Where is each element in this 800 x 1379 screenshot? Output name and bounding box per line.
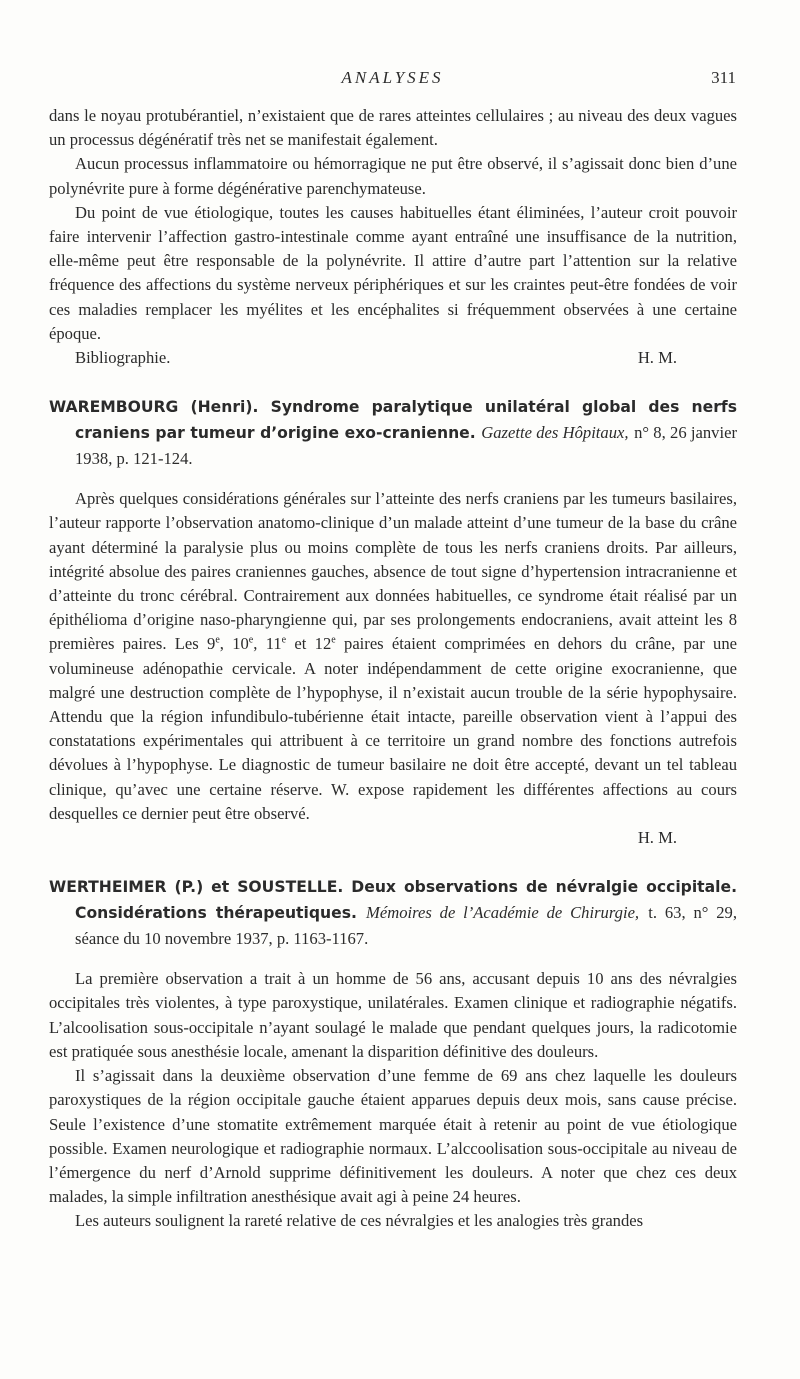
review1-signature: H. M. [637, 348, 677, 368]
review3-paragraph-3: Les auteurs soulignent la rareté relative de ces névralgies et les analogies très grandes [75, 1211, 644, 1231]
page-number: 311 [711, 68, 736, 87]
review2-journal: Gazette des Hôpitaux, [481, 423, 629, 443]
running-title: ANALYSES [341, 68, 444, 87]
review3-title: Deux observations de névralgie occipitale. Considérations thérapeutiques. [75, 878, 737, 923]
review3-author: WERTHEIMER (P.) et SOUSTELLE. [49, 878, 344, 897]
review1-paragraph-1: dans le noyau protubérantiel, n’existaient que de rares atteintes cellulaires ; au niveau des deux vagues un processus dégénératif très net se manifestait également. [49, 106, 737, 150]
running-head [49, 68, 736, 92]
review1-paragraph-2: Aucun processus inflammatoire ou hémorragique ne put être observé, il s’agissait donc bien d’une polynévrite pure à forme dégénérative parenchymateuse. [49, 154, 737, 198]
review3-citation: t. 63, n° 29, séance du 10 novembre 1937, p. 1163-1167. [75, 903, 737, 949]
review2-citation: n° 8, 26 janvier 1938, p. 121-124. [75, 423, 737, 469]
bibliography-label: Bibliographie. [75, 348, 171, 368]
review2-title: Syndrome paralytique unilatéral global des nerfs craniens par tumeur d’origine exo-cranienne. [75, 398, 737, 443]
review2-heading [49, 395, 737, 472]
page-body [49, 104, 737, 1234]
review3-journal: Mémoires de l’Académie de Chirurgie, [366, 903, 640, 923]
review3-paragraph-2: Il s’agissait dans la deuxième observation d’une femme de 69 ans chez laquelle les douleurs paroxystiques de la région occipitale gauche étaient apparues depuis deux mois, sans cause précise. Seule l’existence d’une stomatite extrêmement marquée était à retenir au point de vue étiologique possible. Examen neurologique et radiographie normaux. L’alccoolisation sous-occipitale au niveau de l’émergence du nerf d’Arnold supprime définitivement les douleurs. A noter que chez ces deux malades, la simple infiltration anesthésique avait agi à peine 24 heures. [49, 1066, 737, 1207]
review2-author: WAREMBOURG (Henri). [49, 398, 259, 417]
review1-paragraph-3: Du point de vue étiologique, toutes les causes habituelles étant éliminées, l’auteur croit pouvoir faire intervenir l’affection gastro-intestinale comme ayant entraîné une insuffisance de la nutrition, elle-même peut être responsable de la polynévrite. Il attire d’autre part l’attention sur la relative fréquence des affections du système nerveux périphériques et sur les craintes peut-être fondées de voir ces maladies remplacer les myélites et les encéphalites si fréquemment observées à une certaine époque. [49, 202, 737, 343]
review1-footer [49, 346, 737, 370]
review3-paragraph-1: La première observation a trait à un homme de 56 ans, accusant depuis 10 ans des névralgies occipitales très violentes, à type paroxystique, unilatérales. Examen clinique et radiographie négatifs. L’alcoolisation sous-occipitale n’ayant soulagé le malade que pendant quelques jours, la radicotomie est pratiquée sous anesthésie locale, amenant la disparition définitive des douleurs. [49, 969, 737, 1061]
review2-body: Après quelques considérations générales sur l’atteinte des nerfs craniens par les tumeurs basilaires, l’auteur rapporte l’observation anatomo-clinique d’un malade atteint d’une tumeur de la base du crâne ayant déterminé la paralysie plus ou moins complète de tous les nerfs craniens droits. Par ailleurs, intégrité absolue des paires craniennes gauches, absence de tout signe d’hypertension intracranienne et d’atteinte du tronc cérébral. Contrairement aux données habituelles, ce syndrome était réalisé par un épithélioma d’origine naso-pharyngienne qui, par ses prolongements endocraniens, avait atteint les 8 premières paires. Les 9e, 10e, 11e et 12e paires étaient comprimées en dehors du crâne, par une volumineuse adénopathie cervicale. A noter indépendamment de cette origine exocranienne, que malgré une destruction complète de l’hypophyse, il n’existait aucun trouble de la série hypophysaire. Attendu que la région infundibulo-tubérienne était intacte, pareille observation vient à l’appui des constatations expérimentales qui attribuent à ce territoire un grand nombre des fonctions autrefois dévolues à l’hypophyse. Le diagnostic de tumeur basilaire ne doit être accepté, devant un tel tableau clinique, qu’avec une certaine réserve. W. expose rapidement les différentes affections au cours desquelles ce dernier peut être observé. [49, 489, 737, 823]
review2-signature: H. M. [637, 828, 677, 848]
review3-heading [49, 875, 737, 952]
